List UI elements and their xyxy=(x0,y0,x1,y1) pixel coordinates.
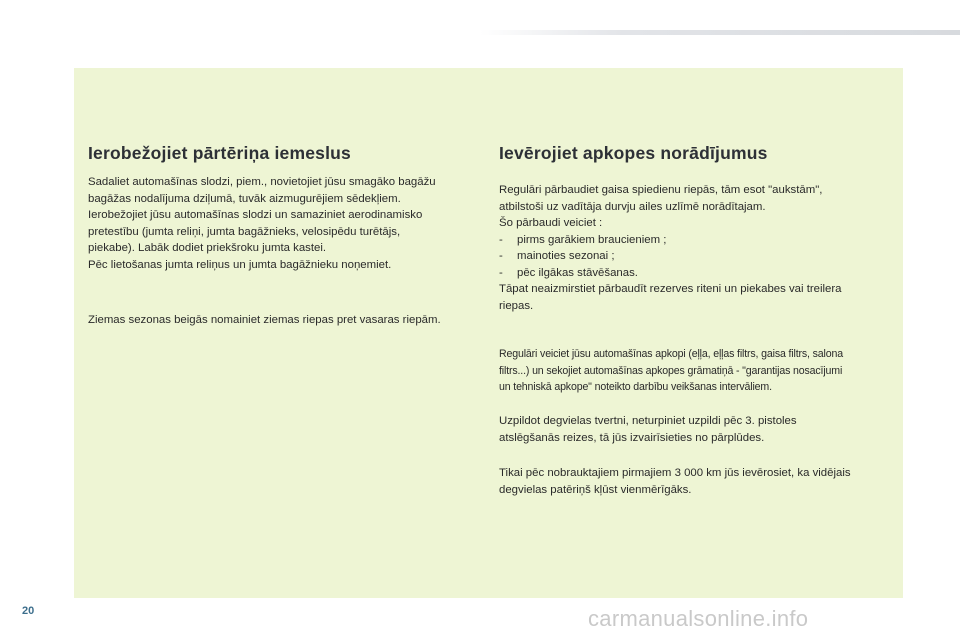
load-advice-paragraph xyxy=(88,174,436,273)
paragraph-line: degvielas patēriņš kļūst vienmērīgāks. xyxy=(499,483,692,496)
page-number: 20 xyxy=(22,605,35,617)
content-panel xyxy=(74,68,903,598)
tyre-pressure-paragraph xyxy=(499,182,842,314)
right-section-title: Ievērojiet apkopes norādījumus xyxy=(499,143,768,163)
watermark: carmanualsonline.info xyxy=(588,606,809,631)
list-item-text: pirms garākiem braucieniem ; xyxy=(517,233,667,246)
left-section-title: Ierobežojiet pārtēriņa iemeslus xyxy=(88,143,351,163)
paragraph-line: Šo pārbaudi veiciet : xyxy=(499,217,603,229)
paragraph-line: un tehniskā apkope" noteikto darbību veikšanas intervāliem. xyxy=(499,381,772,393)
paragraph-line: bagāžas nodalījuma dziļumā, tuvāk aizmugurējiem sēdekļiem. xyxy=(88,192,401,205)
paragraph-line: Sadaliet automašīnas slodzi, piem., novietojiet jūsu smagāko bagāžu xyxy=(88,176,436,188)
paragraph-line: Ziemas sezonas beigās nomainiet ziemas riepas pret vasaras riepām. xyxy=(88,314,441,326)
fuel-filling-paragraph xyxy=(499,413,797,446)
list-item xyxy=(499,232,842,249)
list-item xyxy=(499,265,842,282)
paragraph-line: Uzpildot degvielas tvertni, neturpiniet uzpildi pēc 3. pistoles xyxy=(499,415,797,427)
list-item-text: mainoties sezonai ; xyxy=(517,250,615,262)
paragraph-line: Regulāri pārbaudiet gaisa spiedienu riepās, tām esot "aukstām", xyxy=(499,184,823,196)
paragraph-line: Ierobežojiet jūsu automašīnas slodzi un samaziniet aerodinamisko xyxy=(88,209,423,221)
paragraph-line: atslēgšanās reizes, tā jūs izvairīsieties no pārplūdes. xyxy=(499,431,765,444)
list-dash: - xyxy=(499,250,503,262)
paragraph-line: riepas. xyxy=(499,299,534,312)
consumption-paragraph xyxy=(499,465,851,498)
list-dash: - xyxy=(499,266,503,279)
tyre-season-paragraph xyxy=(88,312,441,329)
paragraph-line: filtrs...) un sekojiet automašīnas apkopes grāmatiņā - "garantijas nosacījumi xyxy=(499,364,843,377)
paragraph-line: piekabe). Labāk dodiet priekšroku jumta kastei. xyxy=(88,242,327,254)
paragraph-line: Tikai pēc nobrauktajiem pirmajiem 3 000 km jūs ievērosiet, ka vidējais xyxy=(499,467,851,479)
maintenance-paragraph xyxy=(499,346,843,396)
header-divider xyxy=(480,30,960,35)
paragraph-line: atbilstoši uz vadītāja durvju ailes uzlīmē norādītajam. xyxy=(499,200,766,213)
list-item xyxy=(499,248,842,265)
paragraph-line: Tāpat neaizmirstiet pārbaudīt rezerves riteni un piekabes vai treilera xyxy=(499,283,842,295)
list-dash: - xyxy=(499,233,503,246)
list-item-text: pēc ilgākas stāvēšanas. xyxy=(517,266,638,279)
paragraph-line: pretestību (jumta reliņi, jumta bagāžnieks, velosipēdu turētājs, xyxy=(88,225,401,238)
paragraph-line: Pēc lietošanas jumta reliņus un jumta bagāžnieku noņemiet. xyxy=(88,258,392,271)
paragraph-line: Regulāri veiciet jūsu automašīnas apkopi (eļļa, eļļas filtrs, gaisa filtrs, salona xyxy=(499,348,843,360)
